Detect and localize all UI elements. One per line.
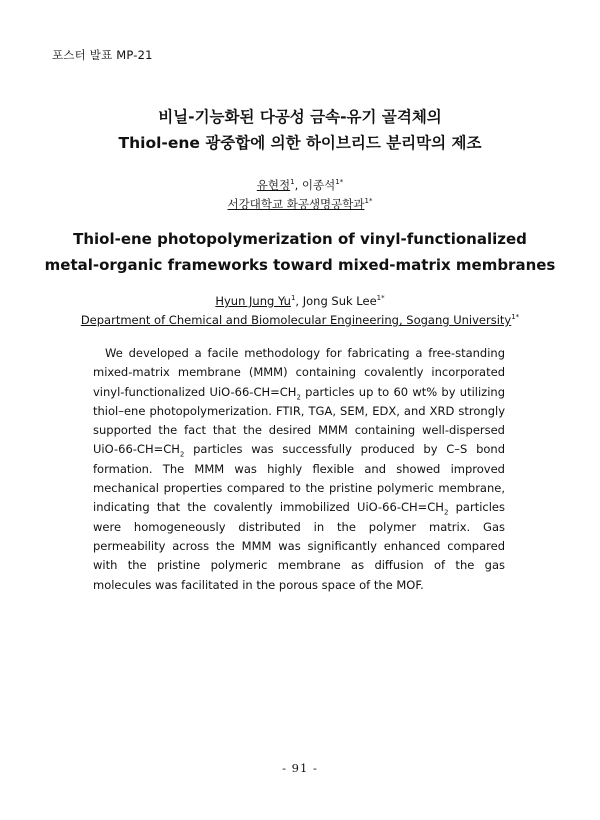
english-author-line [0,292,600,311]
english-title-line-1: Thiol-ene photopolymerization of vinyl-functionalized [73,230,527,248]
abstract-text-4: particles were homogeneously distributed in the polymer matrix. Gas permeability across the MMM was significantly enhanced compared with the pristine polymeric membrane as diffusion of the gas molecules was facilitated in the porous space of the MOF. [93,500,505,592]
korean-author-line [0,176,600,195]
session-label: 포스터 발표 MP-21 [52,48,153,62]
abstract-text-3: particles was successfully produced by C–S bond formation. The MMM was highly flexible and showed improved mechanical properties compared to the pristine polymeric membrane, indicating that the covalently immobilized UiO-66-CH=CH [93,442,505,515]
abstract-subscript-2: 2 [179,450,185,459]
english-affiliation-line [0,311,600,330]
korean-author-1-affil: 1 [290,178,295,187]
abstract-paragraph [93,344,505,595]
english-author-1: Hyun Jung Yu [215,294,291,308]
korean-author-2-affil: 1* [335,178,344,187]
korean-title-line-2: Thiol-ene 광중합에 의한 하이브리드 분리막의 제조 [118,134,482,152]
korean-affiliation: 서강대학교 화공생명공학과 [227,197,365,211]
abstract-text-1: We developed a facile methodology for fabricating a free-standing mixed-matrix membrane (MMM) containing covalently incorporated vinyl-functionalized UiO-66-CH=CH [93,346,505,399]
english-authors-block [0,292,600,330]
korean-affiliation-line [0,195,600,214]
english-author-2-affil: 1* [376,294,385,303]
abstract-subscript-1: 2 [296,392,301,401]
korean-title [0,104,600,156]
english-affiliation-marker: 1* [511,313,520,322]
korean-affiliation-marker: 1* [364,197,373,206]
korean-author-separator: , [294,178,302,192]
abstract-subscript-3: 2 [443,508,449,517]
korean-title-line-1: 비닐-기능화된 다공성 금속-유기 골격체의 [158,108,442,126]
abstract-text-2: particles up to 60 wt% by utilizing thiol–ene photopolymerization. FTIR, TGA, SEM, EDX, and XRD strongly supported the fact that the desired MMM containing well-dispersed UiO-66-CH=CH [93,384,505,457]
korean-author-1: 유현정 [256,178,291,192]
page-number: - 91 - [282,761,318,775]
english-author-separator: , [295,294,303,308]
english-author-2: Jong Suk Lee [302,294,377,308]
korean-authors-block [0,176,600,214]
korean-author-2: 이종석 [301,178,336,192]
english-title [0,226,600,278]
english-author-1-affil: 1 [290,294,296,303]
english-title-line-2: metal-organic frameworks toward mixed-matrix membranes [44,256,556,274]
english-affiliation: Department of Chemical and Biomolecular Engineering, Sogang University [80,313,512,327]
